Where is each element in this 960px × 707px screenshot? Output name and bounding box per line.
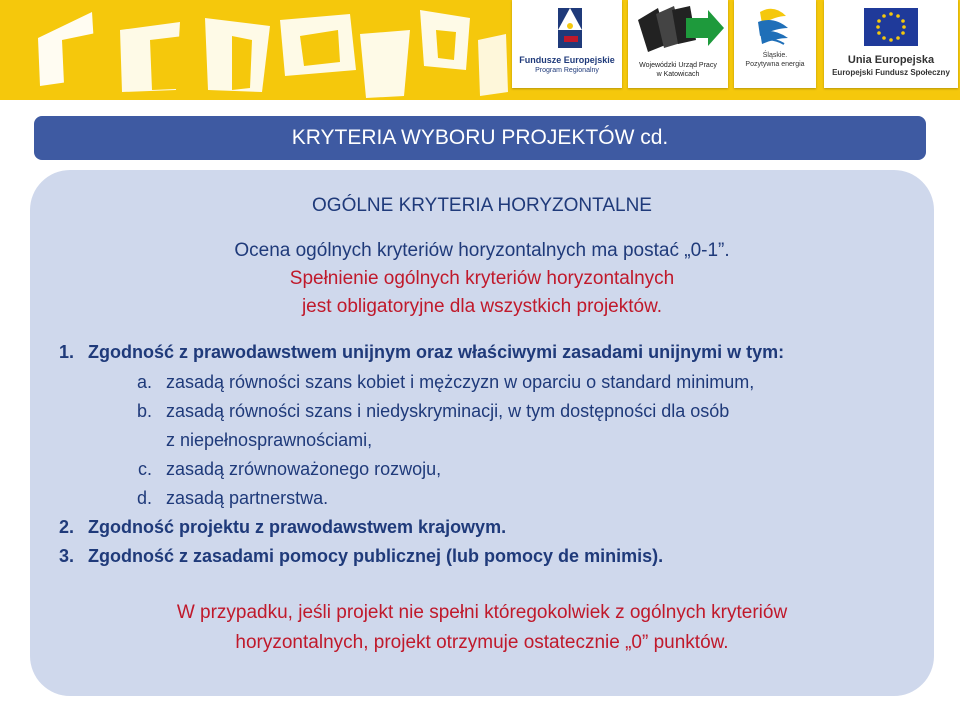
logo-wup-katowice [628, 0, 728, 88]
intro-text: Ocena ogólnych kryteriów horyzontalnych ma postać „0-1”. [234, 240, 730, 261]
criterion-1-text: Zgodność z prawodawstwem unijnym oraz właściwymi zasadami unijnymi w tym: [88, 342, 785, 362]
criterion-2-text: Zgodność projektu z prawodawstwem krajowym. [88, 517, 507, 537]
logo-caption: Fundusze Europejskie [519, 55, 615, 65]
logo-caption: Unia Europejska [847, 54, 935, 66]
criterion-1-number: 1. [58, 342, 74, 362]
sub-item-a-letter: a. [136, 372, 152, 392]
logo-caption: Pozytywna energia [745, 61, 805, 68]
logo-fundusze-europejskie [512, 0, 622, 88]
wup-icon [628, 0, 728, 62]
logo-caption: Śląskie. [762, 52, 788, 59]
warning-line-2: horyzontalnych, projekt otrzymuje ostatecznie „0” punktów. [235, 632, 729, 653]
warning-line-1: W przypadku, jeśli projekt nie spełni któregokolwiek z ogólnych kryteriów [176, 602, 788, 623]
sub-item-a-text: zasadą równości szans kobiet i mężczyzn w oparciu o standard minimum, [166, 372, 755, 392]
sub-item-b-continuation: z niepełnosprawnościami, [166, 430, 373, 450]
logo-caption: Program Regionalny [535, 67, 599, 74]
criterion-3-text: Zgodność z zasadami pomocy publicznej (lub pomocy de minimis). [88, 546, 664, 566]
header-band [0, 0, 960, 100]
sub-item-c-letter: c. [137, 459, 152, 479]
sub-item-b-letter: b. [136, 401, 152, 421]
logo-caption: w Katowicach [656, 71, 700, 78]
logo-caption: Wojewódzki Urząd Pracy [639, 62, 717, 69]
logo-unia-europejska [824, 0, 958, 88]
fundusze-europejskie-icon [512, 0, 622, 60]
slaskie-icon [734, 0, 816, 50]
page-title: KRYTERIA WYBORU PROJEKTÓW cd. [34, 116, 926, 160]
section-subtitle: OGÓLNE KRYTERIA HORYZONTALNE [312, 195, 652, 216]
eu-flag-icon [824, 0, 958, 52]
logo-slaskie [734, 0, 816, 88]
sub-item-c-text: zasadą zrównoważonego rozwoju, [166, 459, 442, 479]
criterion-2-number: 2. [58, 517, 74, 537]
sub-item-d-text: zasadą partnerstwa. [166, 488, 329, 508]
header-decoration [0, 0, 960, 100]
logo-caption: Europejski Fundusz Społeczny [832, 68, 950, 77]
criterion-3-number: 3. [58, 546, 74, 566]
obligatory-line-1: Spełnienie ogólnych kryteriów horyzontalnych [289, 268, 675, 289]
sub-item-b-text: zasadą równości szans i niedyskryminacji, w tym dostępności dla osób [166, 401, 730, 421]
sub-item-d-letter: d. [136, 488, 152, 508]
obligatory-line-2: jest obligatoryjne dla wszystkich projektów. [301, 296, 663, 317]
